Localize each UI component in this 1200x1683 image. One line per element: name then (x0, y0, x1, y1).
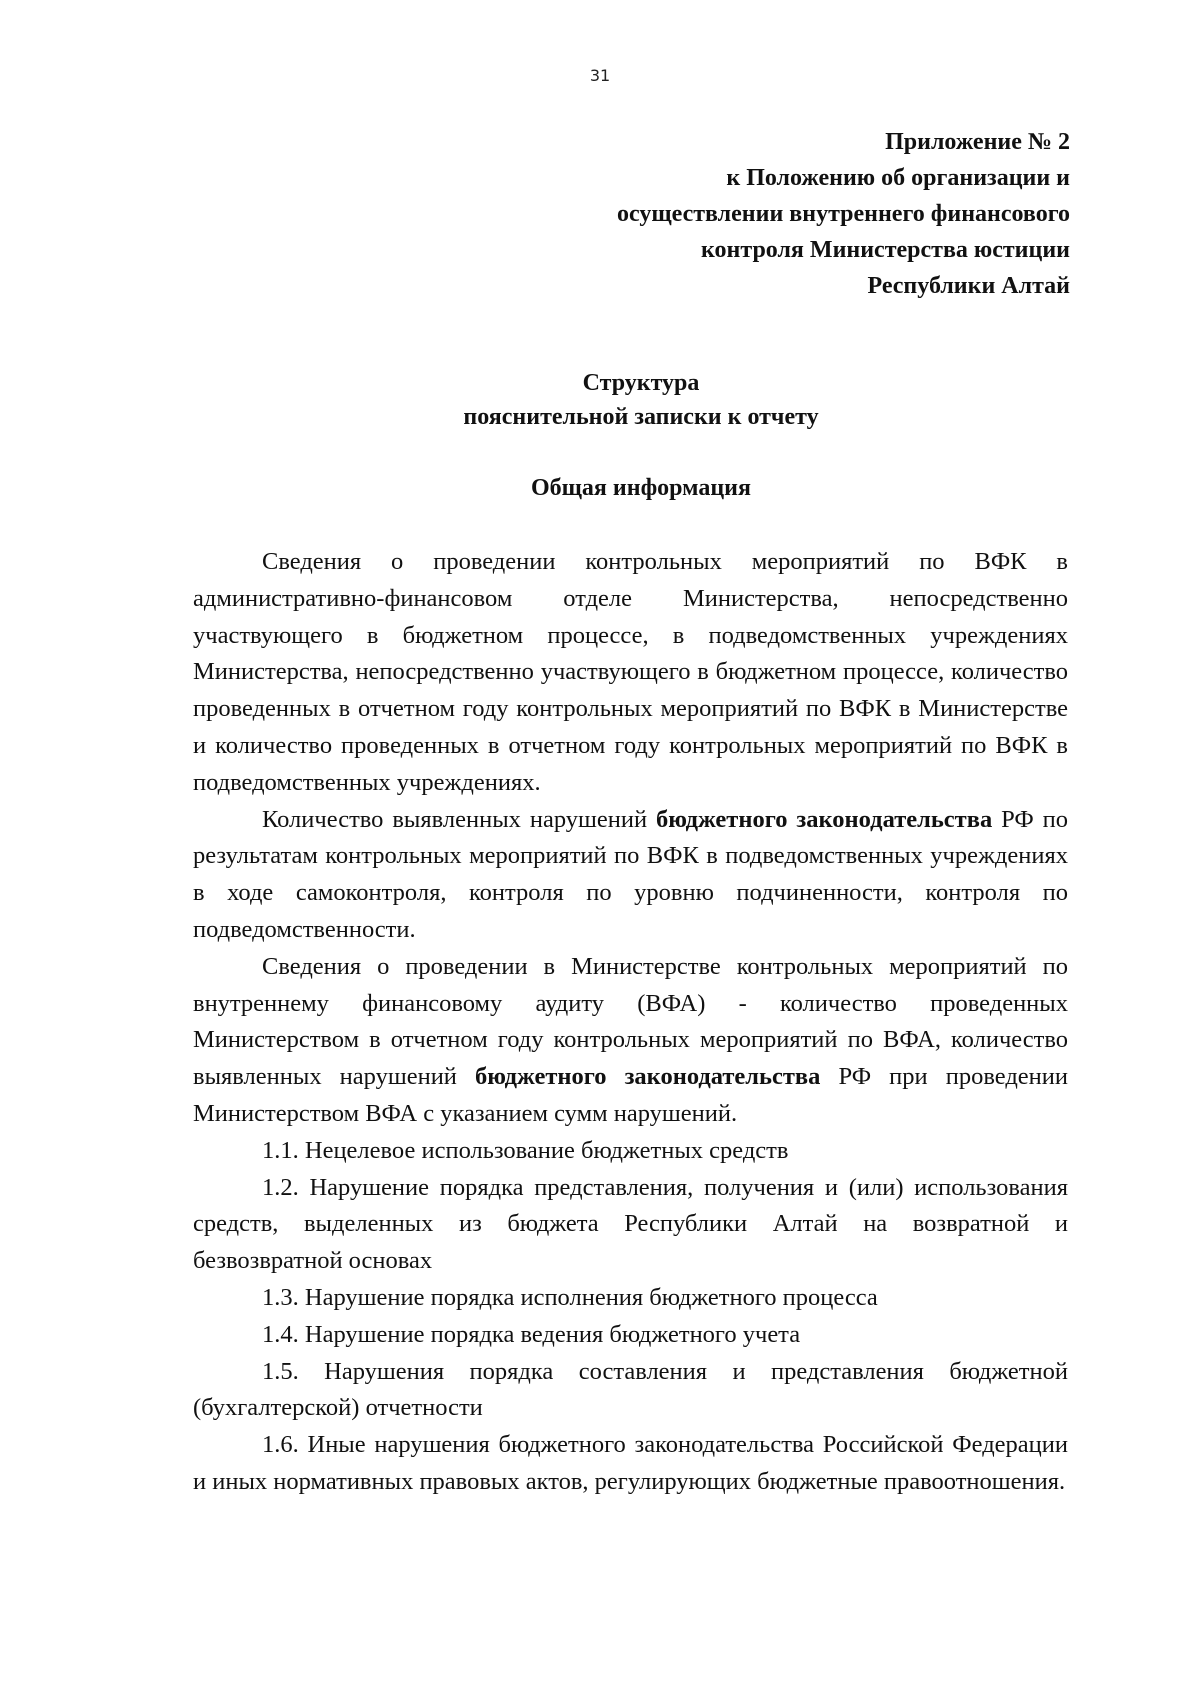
appendix-line-ministry: контроля Министерства юстиции (701, 237, 1070, 263)
paragraph-text: Сведения о проведении в Министерстве контрольных мероприятий по внутреннему финансовому аудиту (ВФА) - количество проведенных Министерством в отчетном году контрольных мероприятий по ВФА, количество выявленных нарушений (193, 952, 1068, 1091)
document-title (0, 366, 1200, 434)
paragraph-text: РФ при проведении Министерством ВФА с указанием сумм нарушений. (193, 1063, 1068, 1127)
paragraph-vfa-info (193, 949, 1068, 1133)
list-item-1-1: 1.1. Нецелевое использование бюджетных средств (262, 1136, 789, 1164)
appendix-line-reference: к Положению об организации и (726, 165, 1070, 191)
list-item-1-4: 1.4. Нарушение порядка ведения бюджетного учета (262, 1320, 801, 1348)
paragraph-vfk-info: Сведения о проведении контрольных мероприятий по ВФК в административно-финансовом отделе Министерства, непосредственно участвующего в бюджетном процессе, в подведомственных учреждениях Министерства, непосредственно участвующего в бюджетном процессе, количество проведенных в отчетном году контрольных мероприятий по ВФК в Министерстве и количество проведенных в отчетном году контрольных мероприятий по ВФК в подведомственных учреждениях. (193, 548, 1068, 796)
title-line-1: Структура (582, 370, 700, 396)
list-item-1-5: 1.5. Нарушения порядка составления и представления бюджетной (бухгалтерской) отчетности (193, 1357, 1068, 1422)
list-item-1-2: 1.2. Нарушение порядка представления, получения и (или) использования средств, выделенных из бюджета Республики Алтай на возвратной и безвозвратной основах (193, 1173, 1068, 1275)
paragraph-violations-count (193, 802, 1068, 949)
appendix-header (617, 124, 1070, 304)
list-item-1-3: 1.3. Нарушение порядка исполнения бюджетного процесса (262, 1283, 878, 1311)
list-item-1-6: 1.6. Иные нарушения бюджетного законодательства Российской Федерации и иных нормативных правовых актов, регулирующих бюджетные правоотношения. (193, 1431, 1068, 1495)
section-heading: Общая информация (531, 475, 751, 501)
appendix-line-republic: Республики Алтай (867, 273, 1070, 299)
paragraph-bold-text: бюджетного законодательства (656, 805, 993, 833)
page-number: 31 (589, 66, 611, 85)
paragraph-text: РФ по результатам контрольных мероприятий по ВФК в подведомственных учреждениях в ходе самоконтроля, контроля по уровню подчиненности, контроля по подведомственности. (193, 805, 1068, 943)
appendix-line-subject: осуществлении внутреннего финансового (617, 201, 1070, 227)
title-line-2: пояснительной записки к отчету (463, 404, 819, 430)
document-body (193, 544, 1068, 1501)
paragraph-bold-text: бюджетного законодательства (475, 1063, 821, 1091)
appendix-line-number: Приложение № 2 (885, 129, 1070, 155)
paragraph-text: Количество выявленных нарушений (262, 805, 657, 833)
